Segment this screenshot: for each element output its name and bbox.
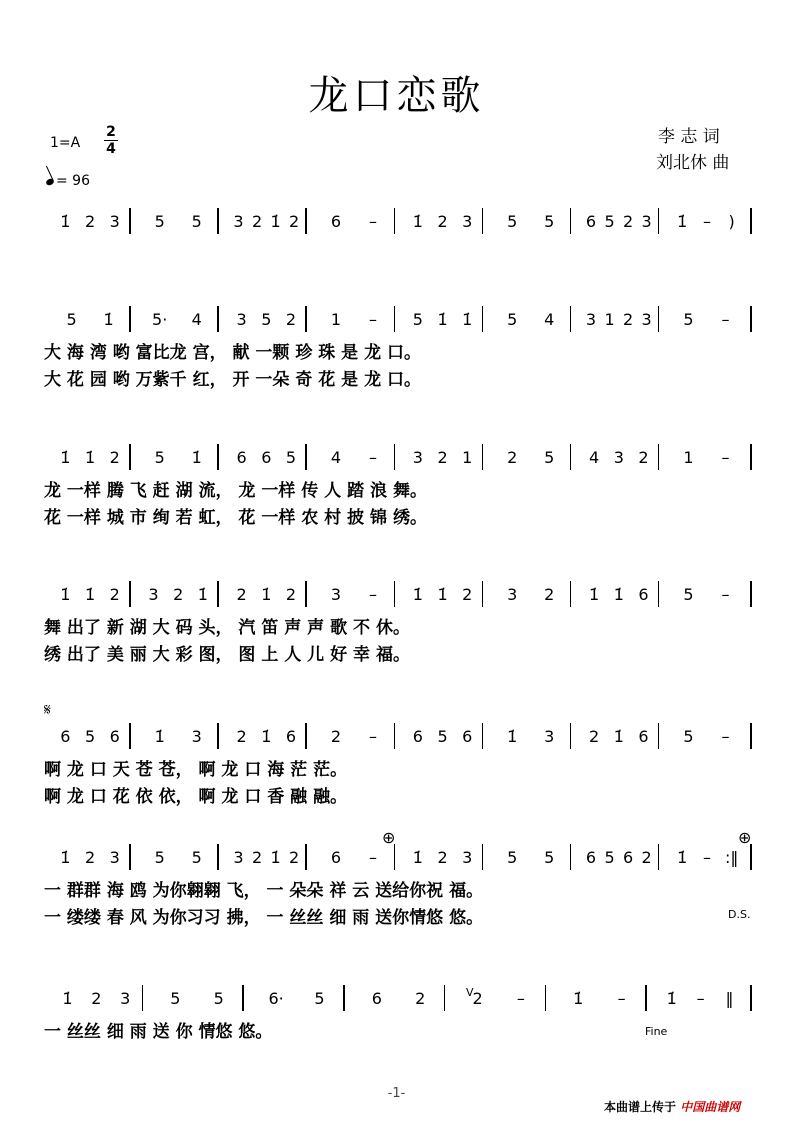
note: 1̇ xyxy=(60,585,71,604)
note: 5 xyxy=(261,310,272,329)
barline xyxy=(394,723,396,749)
barline xyxy=(658,844,660,870)
note: 1̇ xyxy=(412,212,423,231)
note: 5 xyxy=(314,989,325,1008)
lyric-line-2: 一 缕缕 春 风 为你习习 拂， 一 丝丝 细 雨 送你情悠 悠。 xyxy=(44,908,484,928)
note: 1̇ xyxy=(613,727,624,746)
barline xyxy=(658,306,660,332)
note: 3 xyxy=(233,848,244,867)
segno-icon: 𝄋 xyxy=(44,700,51,719)
note: 1̇ xyxy=(437,585,448,604)
barline xyxy=(129,444,131,470)
barline xyxy=(394,444,396,470)
note: 1 xyxy=(462,448,473,467)
note: 4 xyxy=(544,310,555,329)
note: 6 xyxy=(412,727,423,746)
barline xyxy=(750,844,752,870)
note: 1̇ xyxy=(154,727,165,746)
note: 3 xyxy=(462,212,473,231)
barline xyxy=(658,723,660,749)
page-number: -1- xyxy=(387,1086,406,1101)
note: 4 xyxy=(589,448,600,467)
note: 2 xyxy=(330,727,341,746)
coda-icon: ⊕ xyxy=(738,828,752,847)
note: 3 xyxy=(412,448,423,467)
note: – xyxy=(721,448,730,467)
note: 2 xyxy=(289,212,300,231)
note: 1̇ xyxy=(573,989,584,1008)
barline xyxy=(129,306,131,332)
barline xyxy=(129,581,131,607)
note: 2 xyxy=(415,989,426,1008)
note: 1̇ xyxy=(412,585,423,604)
note: – xyxy=(516,989,525,1008)
note: 6· xyxy=(268,989,284,1008)
note: 5 xyxy=(683,727,694,746)
note: 5 xyxy=(437,727,448,746)
lyric-line-2: 大 花 园 哟 万紫千 红， 开 一朵 奇 花 是 龙 口。 xyxy=(44,370,422,390)
note: 2 xyxy=(622,212,634,231)
barline xyxy=(750,985,752,1011)
lyric-line-1: 龙 一样 腾 飞 赶 湖 流， 龙 一样 传 人 踏 浪 舞。 xyxy=(44,481,427,501)
note: 2 xyxy=(544,585,555,604)
composer-credit: 刘北休 曲 xyxy=(656,153,730,173)
note: 3 xyxy=(236,310,247,329)
note: 2 xyxy=(251,848,263,867)
note: 1̇ xyxy=(103,310,114,329)
barline xyxy=(658,208,660,234)
barline xyxy=(305,208,307,234)
barline xyxy=(570,844,572,870)
upload-footer xyxy=(604,1098,740,1115)
lyric-line-2: 绣 出了 美 丽 大 彩 图， 图 上 人 儿 好 幸 福。 xyxy=(44,645,410,665)
barline xyxy=(658,444,660,470)
note: 2 xyxy=(251,212,263,231)
barline xyxy=(394,844,396,870)
note: 3 xyxy=(462,848,473,867)
ds-mark: D.S. xyxy=(728,908,751,921)
note: 3 xyxy=(641,310,652,329)
note: – xyxy=(368,848,377,867)
barline xyxy=(217,723,219,749)
note: 1 xyxy=(604,310,615,329)
barline xyxy=(482,208,484,234)
lyricist-credit: 李 志 词 xyxy=(658,127,720,147)
note: – xyxy=(702,212,711,231)
note: 5 xyxy=(213,989,224,1008)
note: 2 xyxy=(462,585,473,604)
barline xyxy=(444,985,446,1011)
note: 1 xyxy=(330,310,341,329)
note: 5 xyxy=(191,212,202,231)
barline xyxy=(645,985,647,1011)
note: 6 xyxy=(585,212,597,231)
barline xyxy=(242,985,244,1011)
note: 1̇ xyxy=(60,848,71,867)
note: 6 xyxy=(638,727,649,746)
note: 5 xyxy=(170,989,181,1008)
barline xyxy=(570,723,572,749)
note: 1̇ xyxy=(191,448,202,467)
lyric-line-2: 花 一样 城 市 绚 若 虹， 花 一样 农 村 披 锦 绣。 xyxy=(44,508,427,528)
barline xyxy=(343,985,345,1011)
note: 5 xyxy=(412,310,423,329)
key-signature: 1=A xyxy=(50,135,81,151)
note: 6 xyxy=(622,848,634,867)
footer-prefix: 本曲谱上传于 xyxy=(604,1100,677,1114)
note: – xyxy=(617,989,626,1008)
barline xyxy=(305,723,307,749)
note: 2 xyxy=(91,989,102,1008)
note: 5 xyxy=(507,212,518,231)
note: 6 xyxy=(585,848,597,867)
barline xyxy=(142,985,144,1011)
note: 3 xyxy=(233,212,244,231)
note: 2 xyxy=(285,585,297,604)
note: 5 xyxy=(507,310,518,329)
note: 6 xyxy=(236,448,247,467)
lyric-line-1: 啊 龙 口 天 苍 苍， 啊 龙 口 海 茫 茫。 xyxy=(44,760,348,780)
coda-icon: ⊕ xyxy=(382,828,396,847)
note: 1̇ xyxy=(197,585,208,604)
note: 5 xyxy=(544,212,555,231)
note: :‖ xyxy=(724,848,739,867)
barline xyxy=(305,844,307,870)
barline xyxy=(482,444,484,470)
note: 2 xyxy=(472,989,483,1008)
note: 2 xyxy=(507,448,518,467)
note: 3 xyxy=(109,848,120,867)
note: 1̇ xyxy=(462,310,473,329)
note: 1̇ xyxy=(437,310,448,329)
barline xyxy=(305,306,307,332)
note: – xyxy=(721,585,730,604)
barline xyxy=(570,208,572,234)
note: 5 xyxy=(683,585,694,604)
barline xyxy=(394,306,396,332)
note: 1̇ xyxy=(270,212,281,231)
note: 6 xyxy=(109,727,120,746)
note: 6 xyxy=(462,727,473,746)
note: 2 xyxy=(437,448,448,467)
barline xyxy=(217,306,219,332)
note: 5 xyxy=(154,448,165,467)
note: – xyxy=(368,310,377,329)
barline xyxy=(658,581,660,607)
barline xyxy=(545,985,547,1011)
note: 5 xyxy=(544,848,555,867)
note: 1̇ xyxy=(84,448,96,467)
note: 6 xyxy=(261,448,272,467)
note: 4 xyxy=(191,310,202,329)
note: 1̇ xyxy=(666,989,677,1008)
note: – xyxy=(368,585,377,604)
note: 3 xyxy=(109,212,120,231)
note: 3 xyxy=(585,310,597,329)
note: 1̇ xyxy=(60,212,71,231)
barline xyxy=(570,306,572,332)
barline xyxy=(482,306,484,332)
note: 5 xyxy=(285,448,297,467)
meter-top: 2 xyxy=(106,124,116,140)
barline xyxy=(305,581,307,607)
barline xyxy=(394,581,396,607)
note: 2 xyxy=(622,310,634,329)
note: 3 xyxy=(120,989,131,1008)
note: 5 xyxy=(507,848,518,867)
note: 2 xyxy=(84,848,96,867)
note: 1̇ xyxy=(677,848,688,867)
meter-bottom: 4 xyxy=(104,140,118,157)
barline xyxy=(217,844,219,870)
note: 1̇ xyxy=(84,585,96,604)
note: 5· xyxy=(152,310,168,329)
song-title: 龙口恋歌 xyxy=(308,73,485,119)
note: 6 xyxy=(285,727,297,746)
note: 3 xyxy=(641,212,652,231)
lyric-line-2: 啊 龙 口 花 依 依， 啊 龙 口 香 融 融。 xyxy=(44,787,348,807)
note: ‖ xyxy=(725,989,734,1008)
note: 6 xyxy=(638,585,649,604)
quarter-note-icon xyxy=(45,178,55,187)
note: 6 xyxy=(371,989,382,1008)
note: 2 xyxy=(109,448,120,467)
barline xyxy=(305,444,307,470)
note: 6 xyxy=(60,727,71,746)
note: 5 xyxy=(66,310,77,329)
note: 3 xyxy=(330,585,341,604)
tempo-value: = 96 xyxy=(56,173,90,189)
note: 2 xyxy=(437,848,448,867)
note: – xyxy=(368,212,377,231)
barline xyxy=(129,844,131,870)
barline xyxy=(394,208,396,234)
note: 1̇ xyxy=(60,448,71,467)
note: – xyxy=(721,310,730,329)
barline xyxy=(482,844,484,870)
note: 1 xyxy=(683,448,694,467)
note: 2 xyxy=(173,585,184,604)
barline xyxy=(750,581,752,607)
note: – xyxy=(368,727,377,746)
barline xyxy=(750,444,752,470)
note: 1̇ xyxy=(412,848,423,867)
note: 5 xyxy=(604,848,615,867)
note: 3 xyxy=(507,585,518,604)
note: 5 xyxy=(84,727,96,746)
note: 2 xyxy=(638,448,649,467)
note: 3 xyxy=(613,448,624,467)
breath-mark: V xyxy=(466,986,474,999)
note: 1̇ xyxy=(507,727,518,746)
lyric-line-1: 舞 出了 新 湖 大 码 头， 汽 笛 声 声 歌 不 休。 xyxy=(44,618,410,638)
note: 6 xyxy=(330,848,341,867)
note: – xyxy=(721,727,730,746)
note: 5 xyxy=(604,212,615,231)
note: 2 xyxy=(437,212,448,231)
barline xyxy=(750,723,752,749)
barline xyxy=(570,444,572,470)
note: – xyxy=(368,448,377,467)
note: 1̇ xyxy=(677,212,688,231)
barline xyxy=(129,208,131,234)
barline xyxy=(570,581,572,607)
note: 2 xyxy=(641,848,652,867)
note: 4 xyxy=(330,448,341,467)
barline xyxy=(482,581,484,607)
footer-site: 中国曲谱网 xyxy=(680,1100,741,1114)
note: – xyxy=(696,989,705,1008)
note: 1̇ xyxy=(62,989,73,1008)
note: 2 xyxy=(285,310,297,329)
fine-mark: Fine xyxy=(645,1025,668,1038)
time-signature xyxy=(104,124,118,157)
barline xyxy=(217,444,219,470)
note: 1̇ xyxy=(261,727,272,746)
lyric-line-1: 一 群群 海 鸥 为你翱翱 飞， 一 朵朵 祥 云 送给你祝 福。 xyxy=(44,881,484,901)
note: 2 xyxy=(236,727,247,746)
note: 2 xyxy=(289,848,300,867)
lyric-line-1: 大 海 湾 哟 富比龙 宫， 献 一颗 珍 珠 是 龙 口。 xyxy=(44,343,422,363)
note: 6 xyxy=(330,212,341,231)
barline xyxy=(217,581,219,607)
barline xyxy=(482,723,484,749)
note: 3 xyxy=(148,585,159,604)
note: 5 xyxy=(191,848,202,867)
note: 5 xyxy=(154,848,165,867)
note: 3 xyxy=(191,727,202,746)
note: 2 xyxy=(109,585,120,604)
lyric-line-1: 一 丝丝 细 雨 送 你 情悠 悠。 xyxy=(44,1022,273,1042)
tempo-marking xyxy=(46,173,90,189)
barline xyxy=(217,208,219,234)
barline xyxy=(750,306,752,332)
note: 2 xyxy=(236,585,247,604)
note: ) xyxy=(728,212,735,231)
barline xyxy=(129,723,131,749)
note: 2 xyxy=(589,727,600,746)
note: – xyxy=(702,848,711,867)
barline xyxy=(750,208,752,234)
note: 3 xyxy=(544,727,555,746)
note: 5 xyxy=(683,310,694,329)
note: 1̇ xyxy=(261,585,272,604)
note: 5 xyxy=(154,212,165,231)
note: 1̇ xyxy=(270,848,281,867)
note: 1̇ xyxy=(589,585,600,604)
note: 2 xyxy=(84,212,96,231)
note: 5 xyxy=(544,448,555,467)
note: 1̇ xyxy=(613,585,624,604)
